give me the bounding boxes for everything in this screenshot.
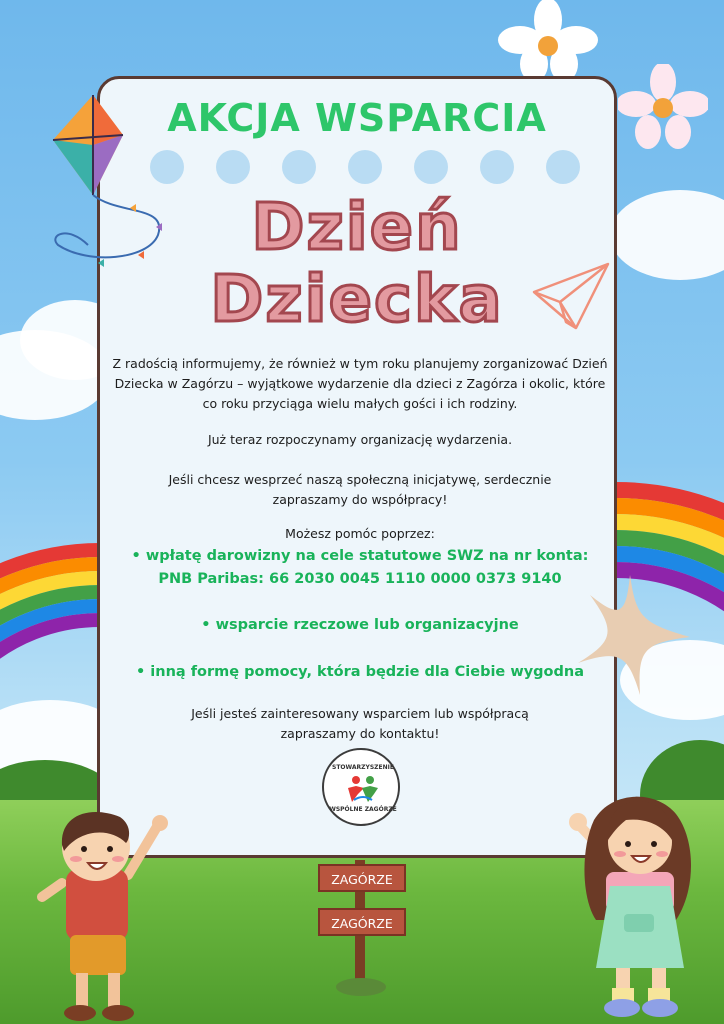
logo-text-top: STOWARZYSZENIE	[332, 764, 394, 771]
help-intro: Możesz pomóc poprzez:	[285, 526, 435, 541]
help-item-account: PNB Paribas: 66 2030 0045 1110 0000 0373 9140	[158, 571, 562, 587]
start-paragraph: Już teraz rozpoczynamy organizację wydarzenia.	[207, 432, 513, 447]
people-icon	[346, 774, 380, 804]
help-item-other: • inną formę pomocy, która będzie dla Ciebie wygodna	[135, 664, 584, 680]
logo-text-bottom: WSPÓLNE ZAGÓRZE	[329, 806, 397, 813]
heading-line2: Dziecka	[210, 263, 504, 337]
intro-paragraph: Z radością informujemy, że również w tym roku planujemy zorganizować Dzień Dziecka w Zagórzu – wyjątkowe wydarzenie dla dzieci z Zagórza i okolic, które co roku przyciąga wielu małych gości i ich rodziny.	[112, 356, 608, 411]
flower-icon	[498, 0, 598, 80]
association-logo	[322, 748, 400, 826]
heading-line1: Dzień	[251, 191, 463, 265]
help-item-material: • wsparcie rzeczowe lub organizacyjne	[201, 617, 519, 633]
signpost-base	[336, 978, 386, 996]
help-item-donation: • wpłatę darowizny na cele statutowe SWZ na nr konta:	[131, 548, 589, 564]
flower-icon	[618, 64, 708, 154]
invite-paragraph: Jeśli chcesz wesprzeć naszą społeczną inicjatywę, serdecznie zapraszamy do współpracy!	[168, 472, 552, 507]
contact-paragraph: Jeśli jesteś zainteresowany wsparciem lub współpracą zapraszamy do kontaktu!	[191, 706, 529, 741]
page-title: AKCJA WSPARCIA	[167, 96, 547, 140]
binder-holes	[150, 150, 580, 186]
girl-illustration	[566, 790, 716, 1024]
signpost-sign-upper: ZAGÓRZE	[318, 864, 406, 892]
boy-illustration	[30, 805, 170, 1024]
signpost-sign-lower: ZAGÓRZE	[318, 908, 406, 936]
